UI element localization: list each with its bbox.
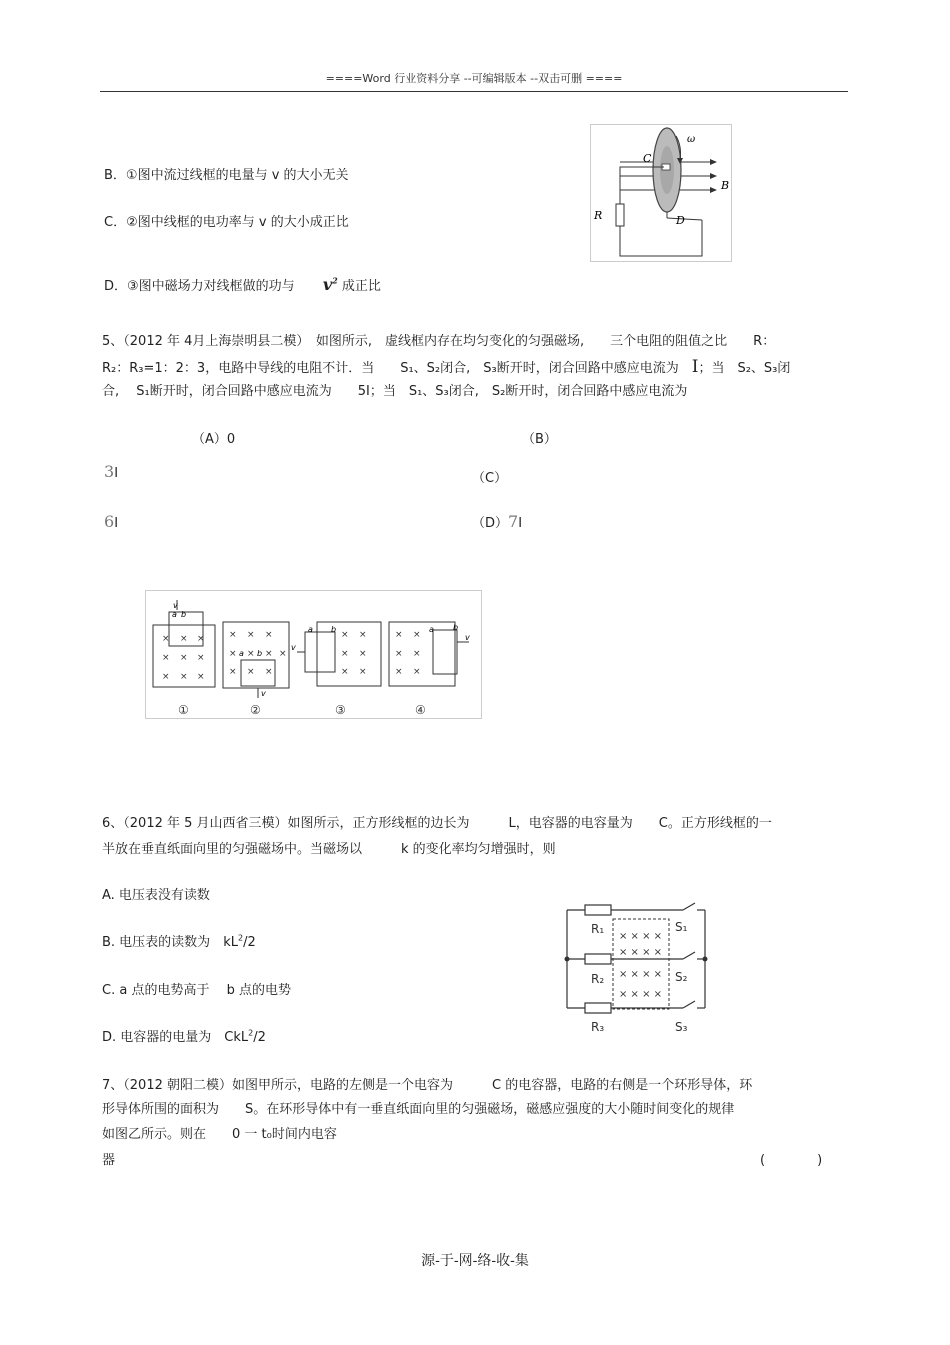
q7-line-3: 如图乙所示。则在 0 一 t₀时间内电容 <box>102 1127 337 1142</box>
svg-text:×: × <box>359 649 367 659</box>
q6-line-2: 半放在垂直纸面向里的匀强磁场中。当磁场以 k 的变化率均匀增强时，则 <box>102 842 556 857</box>
strip-b4: b <box>453 623 459 632</box>
svg-text:×: × <box>265 667 273 677</box>
svg-text:×: × <box>341 630 349 640</box>
panel-label-2: ② <box>250 703 261 717</box>
r-label: R <box>594 209 603 222</box>
svg-text:×: × <box>359 630 367 640</box>
svg-text:×: × <box>180 672 188 682</box>
svg-text:×: × <box>413 649 421 659</box>
svg-text:×: × <box>229 630 237 640</box>
svg-text:×: × <box>395 667 403 677</box>
strip-v3: v <box>291 643 296 652</box>
strip-a2: a <box>239 649 244 658</box>
strip-b3: b <box>331 625 337 634</box>
three-resistor-svg <box>563 895 713 1043</box>
q7-line-2: 形导体所围的面积为 S。在环形导体中有一垂直纸面向里的匀强磁场，磁感应强度的大小随时间变化的规律 <box>102 1102 735 1117</box>
q5-line-1: 5、（2012 年 4月上海崇明县二模） 如图所示, 虚线框内存在均匀变化的匀强磁场, 三个电阻的阻值之比 R： <box>102 334 776 349</box>
svg-text:×: × <box>162 653 170 663</box>
svg-text:× × × ×: × × × × <box>619 931 663 942</box>
q7-answer-paren: ( ) <box>760 1153 823 1168</box>
q5-line-2 <box>102 357 790 377</box>
q5-option-b-value: 3I <box>104 462 119 481</box>
q5-current-i: I <box>691 357 699 377</box>
d-label: D <box>676 214 685 227</box>
four-panel-figure <box>145 590 482 720</box>
strip-b1: b <box>181 610 187 619</box>
panel-label-4: ④ <box>415 703 426 717</box>
strip-v2: v <box>261 689 266 698</box>
svg-text:×: × <box>197 653 205 663</box>
r3-label: R₃ <box>591 1020 605 1034</box>
s1-label: S₁ <box>675 920 688 934</box>
page-footer: 源-于-网-络-收-集 <box>421 1253 529 1269</box>
r1-label: R₁ <box>591 922 605 936</box>
c-label: C <box>643 152 652 165</box>
q7-line-1: 7、（2012 朝阳二模）如图甲所示，电路的左侧是一个电容为 C 的电容器，电路的右侧是一个环形导体，环 <box>102 1078 753 1093</box>
svg-text:×: × <box>229 649 237 659</box>
strip-a1: a <box>172 610 177 619</box>
strip-v4: v <box>465 633 470 642</box>
q6-line-1: 6、（2012 年 5 月山西省三模）如图所示，正方形线框的边长为 L，电容器的电容量为 C。正方形线框的一 <box>102 816 772 831</box>
q4-option-b: B．①图中流过线框的电量与 v 的大小无关 <box>104 168 349 183</box>
strip-a3: a <box>308 625 313 634</box>
q5-line-2-end: ；当 S₂、S₃闭 <box>698 361 791 376</box>
svg-text:×: × <box>180 634 188 644</box>
strip-v1: v <box>173 601 178 610</box>
q5-option-c: （C） <box>472 471 508 486</box>
disk-generator-figure <box>590 124 732 262</box>
svg-text:×: × <box>265 630 273 640</box>
svg-text:×: × <box>162 634 170 644</box>
strip-b2: b <box>257 649 263 658</box>
svg-text:×: × <box>341 667 349 677</box>
svg-text:×: × <box>247 649 255 659</box>
q7-line-4: 器 <box>102 1153 116 1168</box>
panel-label-3: ③ <box>335 703 346 717</box>
omega-label: ω <box>687 134 696 145</box>
svg-text:×: × <box>395 649 403 659</box>
q6-option-c: C. a 点的电势高于 b 点的电势 <box>102 983 291 998</box>
svg-text:×: × <box>247 667 255 677</box>
q4-option-d-pre: D．③图中磁场力对线框做的功与 <box>104 279 295 294</box>
svg-text:×: × <box>229 667 237 677</box>
q5-option-a: （A）0 <box>192 432 236 447</box>
page-header: ====Word 行业资料分享 --可编辑版本 --双击可删 ==== <box>325 72 623 85</box>
b-label: B <box>721 179 730 192</box>
s3-label: S₃ <box>675 1020 688 1034</box>
svg-text:×: × <box>359 667 367 677</box>
svg-text:×: × <box>341 649 349 659</box>
strip-a4: a <box>429 625 434 634</box>
r2-label: R₂ <box>591 972 605 986</box>
field-crosses <box>619 931 662 1000</box>
svg-text:×: × <box>265 649 273 659</box>
svg-text:× × × ×: × × × × <box>619 947 663 958</box>
q5-line-2-text: R₂：R₃=1：2：3，电路中导线的电阻不计．当 S₁、S₂闭合, S₃断开时，闭合回路中感应电流为 <box>102 361 692 376</box>
svg-text:×: × <box>180 653 188 663</box>
q5-option-c-value: 6I <box>104 512 119 531</box>
svg-text:×: × <box>247 630 255 640</box>
q4-option-c: C．②图中线框的电功率与 v 的大小成正比 <box>104 215 349 230</box>
q5-option-b: （B） <box>522 432 557 447</box>
panel-label-1: ① <box>178 703 189 717</box>
q5-option-d: （D）7I <box>472 512 523 531</box>
q5-line-3: 合, S₁断开时，闭合回路中感应电流为 5I；当 S₁、S₃闭合, S₂断开时，闭合回路中感应电流为 <box>102 384 688 399</box>
header-rule <box>100 91 848 92</box>
svg-text:×: × <box>413 667 421 677</box>
disk-generator-svg <box>590 124 732 262</box>
svg-text:×: × <box>413 630 421 640</box>
svg-text:×: × <box>279 649 287 659</box>
svg-text:× × × ×: × × × × <box>619 989 663 1000</box>
svg-text:×: × <box>395 630 403 640</box>
q6-option-a: A. 电压表没有读数 <box>102 888 210 903</box>
three-resistor-circuit <box>563 895 713 1043</box>
q4-option-d-var: $v^2$ <box>322 275 338 294</box>
four-panel-svg <box>145 590 482 720</box>
q6-option-d: D. 电容器的电量为 CkL$^2$/2 <box>102 1028 266 1045</box>
svg-text:× × × ×: × × × × <box>619 969 663 980</box>
q6-option-b: B. 电压表的读数为 $kL^2/2$ <box>102 933 256 950</box>
svg-text:×: × <box>197 634 205 644</box>
svg-text:×: × <box>197 672 205 682</box>
svg-text:×: × <box>162 672 170 682</box>
s2-label: S₂ <box>675 970 688 984</box>
q4-option-d <box>104 275 381 294</box>
q4-option-d-post: 成正比 <box>341 279 381 294</box>
